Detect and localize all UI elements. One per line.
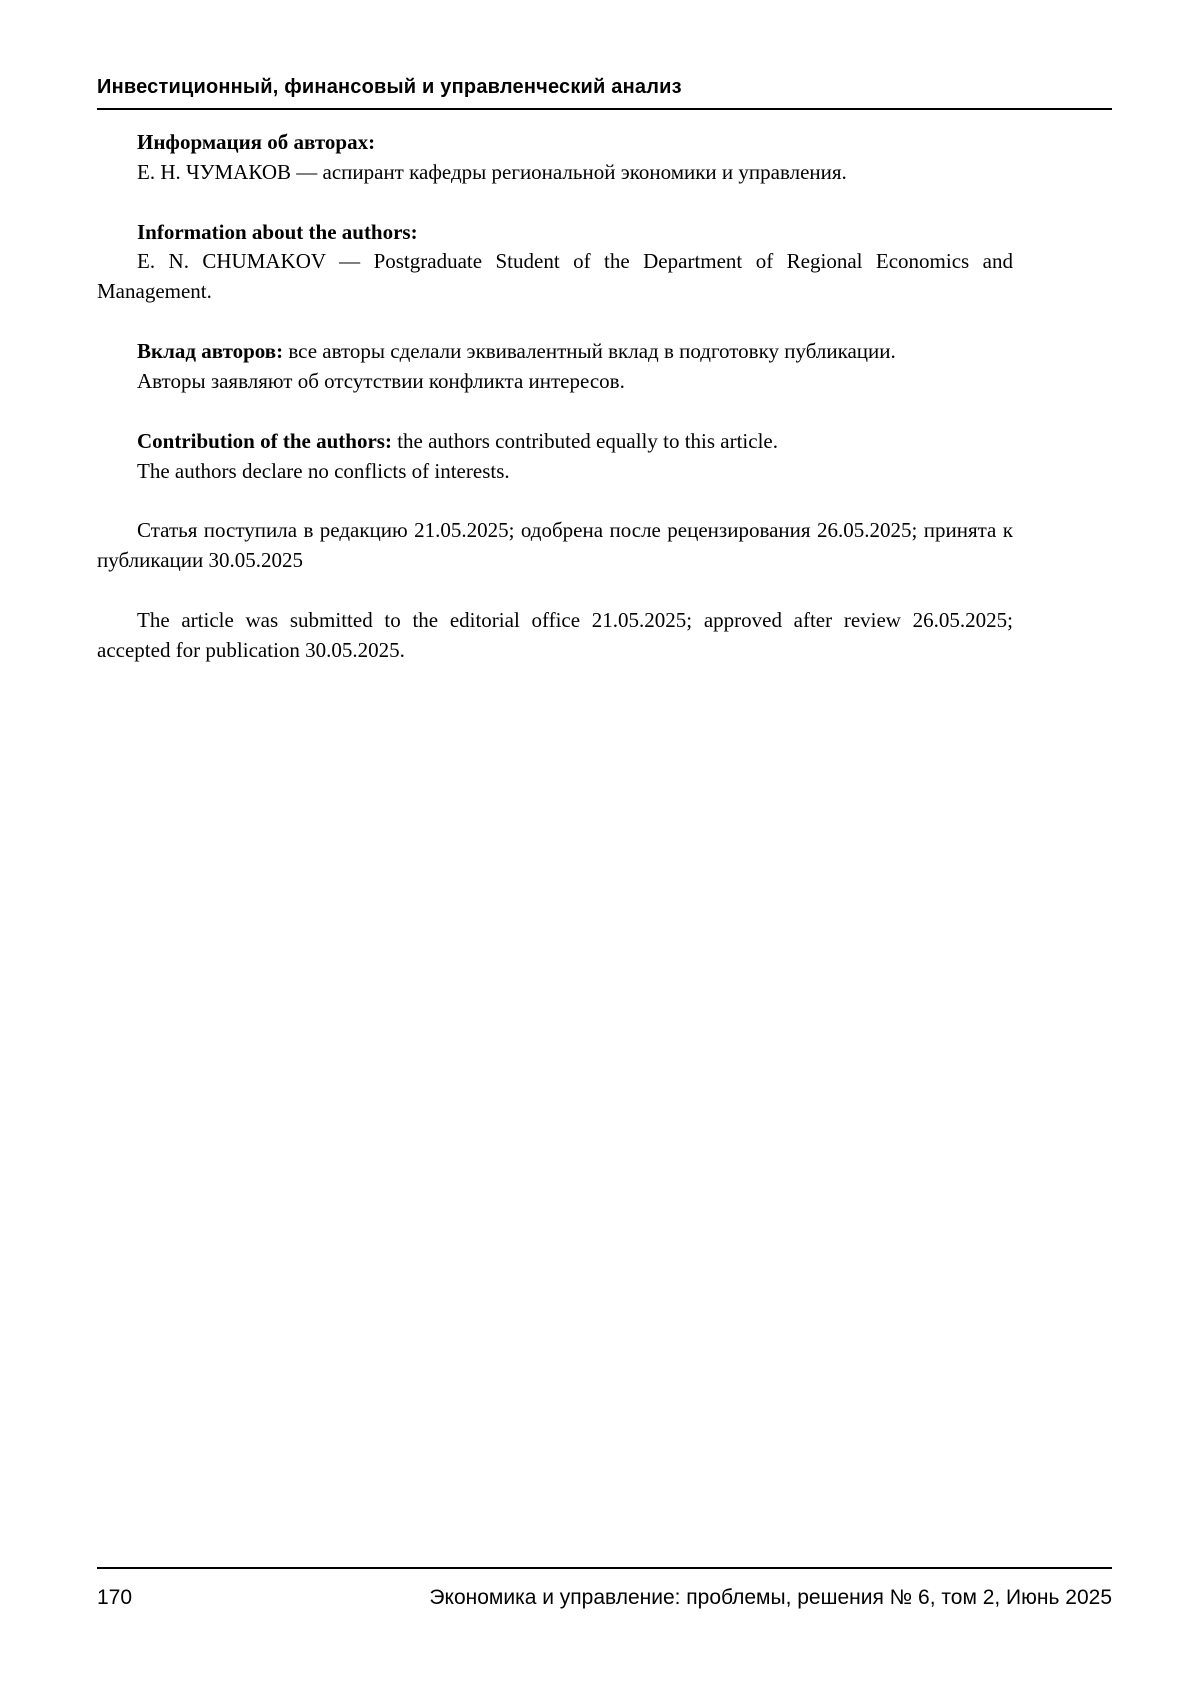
journal-issue-line: Экономика и управление: проблемы, решения № 6, том 2, Июнь 2025 [429, 1586, 1112, 1609]
submission-dates-en: The article was submitted to the editorial office 21.05.2025; approved after review 26.05.2025; accepted for publication 30.05.2025. [97, 607, 1013, 662]
contribution-en-paragraph [97, 427, 1013, 457]
section-title: Инвестиционный, финансовый и управленческий анализ [97, 76, 682, 98]
conflict-en-text: The authors declare no conflicts of interests. [137, 458, 510, 483]
contribution-ru-lead: Вклад авторов: [137, 339, 284, 364]
page-footer [97, 1586, 1112, 1610]
paragraph-gap [97, 486, 1013, 516]
conflict-ru-text: Авторы заявляют об отсутствии конфликта интересов. [137, 368, 625, 393]
authors-info-ru-text: Е. Н. ЧУМАКОВ — аспирант кафедры региональной экономики и управления. [137, 159, 847, 184]
contribution-en-lead: Contribution of the authors: [137, 428, 392, 453]
contribution-en-text: the authors contributed equally to this article. [391, 428, 778, 453]
authors-info-en-heading: Information about the authors: [137, 219, 418, 244]
submission-dates-ru: Статья поступила в редакцию 21.05.2025; одобрена после рецензирования 26.05.2025; принята к публикации 30.05.2025 [97, 518, 1013, 573]
paragraph-gap [97, 397, 1013, 427]
paragraph-gap [97, 576, 1013, 606]
footer-rule [97, 1567, 1112, 1569]
authors-info-ru-heading: Информация об авторах: [137, 130, 376, 154]
paragraph-gap [97, 188, 1013, 218]
paragraph-gap [97, 307, 1013, 337]
contribution-ru-paragraph [97, 337, 1013, 367]
article-back-matter [97, 128, 1013, 666]
authors-info-en-text: E. N. CHUMAKOV — Postgraduate Student of the Department of Regional Economics and Management. [97, 249, 1013, 304]
contribution-ru-text: все авторы сделали эквивалентный вклад в подготовку публикации. [283, 339, 896, 364]
header-rule [97, 108, 1112, 110]
running-head [97, 76, 1112, 110]
page-number: 170 [97, 1586, 133, 1609]
